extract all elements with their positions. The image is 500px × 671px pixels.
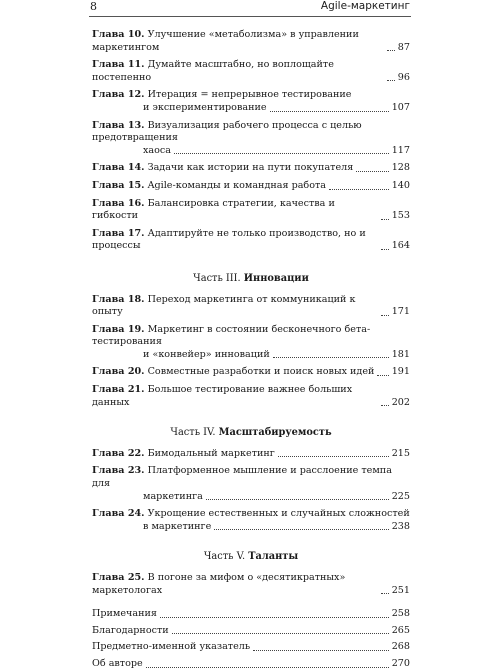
toc-entry[interactable] [92, 120, 410, 158]
chapter-title-cont: маркетинга [143, 490, 203, 502]
toc-entry[interactable] [92, 198, 410, 223]
toc-entry[interactable] [92, 366, 410, 379]
part-title: Инновации [243, 272, 309, 284]
chapter-label: Глава 20. [92, 366, 145, 378]
chapter-title: Задачи как истории на пути покупателя [147, 162, 354, 174]
chapter-label: Глава 13. [92, 119, 145, 131]
dot-leader [278, 456, 389, 457]
dot-leader [387, 80, 395, 81]
chapter-title: Укрощение естественных и случайных сложностей [147, 508, 410, 520]
page-ref: 238 [391, 520, 410, 532]
toc-entry-notes[interactable] [92, 608, 410, 621]
page-ref: 117 [391, 144, 410, 156]
dot-leader [356, 171, 388, 172]
part-title: Масштабируемость [218, 427, 332, 439]
chapter-label: Глава 21. [92, 384, 145, 396]
toc-entry[interactable] [92, 508, 410, 533]
chapter-label: Глава 24. [92, 508, 145, 520]
dot-leader [146, 667, 389, 668]
chapter-title: Думайте масштабно, но воплощайте постепенно [92, 59, 334, 83]
page-ref: 171 [391, 306, 410, 318]
page-ref: 202 [391, 396, 410, 408]
dot-leader [253, 650, 389, 651]
dot-leader [381, 315, 389, 316]
part-heading [92, 551, 410, 564]
chapter-title: В погоне за мифом о «десятикратных» маркетологах [92, 572, 346, 596]
dot-leader [387, 50, 395, 51]
chapter-title: Совместные разработки и поиск новых идей [147, 366, 375, 378]
page-ref: 140 [391, 179, 410, 191]
page-ref: 153 [391, 210, 410, 222]
toc-entry[interactable] [92, 294, 410, 319]
dot-leader [381, 249, 389, 250]
dot-leader [381, 405, 389, 406]
running-header [0, 0, 500, 16]
chapter-label: Глава 15. [92, 179, 145, 191]
chapter-label: Глава 17. [92, 227, 145, 239]
page-ref: 191 [391, 366, 410, 378]
page-ref: 96 [397, 71, 410, 83]
backmatter-title: Об авторе [92, 657, 143, 669]
chapter-label: Глава 23. [92, 465, 145, 477]
page-ref: 225 [391, 490, 410, 502]
chapter-title: Бимодальный маркетинг [147, 447, 275, 459]
chapter-label: Глава 16. [92, 197, 145, 209]
part-heading [92, 273, 410, 286]
chapter-label: Глава 18. [92, 293, 145, 305]
page-number: 8 [90, 0, 97, 13]
chapter-title: Большое тестирование важнее больших данных [92, 384, 353, 408]
toc-entry[interactable] [92, 448, 410, 461]
chapter-title: Маркетинг в состоянии бесконечного бета-тестирования [92, 323, 371, 348]
chapter-title: Адаптируйте не только производство, но и процессы [92, 227, 366, 252]
toc-entry[interactable] [92, 59, 410, 84]
toc-entry[interactable] [92, 228, 410, 253]
chapter-label: Глава 12. [92, 89, 145, 101]
dot-leader [377, 375, 388, 376]
toc-entry[interactable] [92, 572, 410, 597]
dot-leader [172, 633, 389, 634]
chapter-title: Визуализация рабочего процесса с целью предотвращения [92, 119, 362, 144]
chapter-label: Глава 11. [92, 59, 145, 71]
toc-entry[interactable] [92, 180, 410, 193]
part-label: Часть V. [203, 551, 246, 563]
toc-entry[interactable] [92, 89, 410, 114]
dot-leader [329, 189, 389, 190]
page-ref: 251 [391, 584, 410, 596]
page-ref: 87 [397, 41, 410, 53]
table-of-contents [92, 29, 410, 671]
page-ref: 164 [391, 240, 410, 252]
page-ref: 128 [391, 162, 410, 174]
chapter-label: Глава 14. [92, 162, 145, 174]
page-ref: 107 [391, 101, 410, 113]
toc-entry[interactable] [92, 162, 410, 175]
backmatter-title: Благодарности [92, 624, 169, 636]
toc-entry[interactable] [92, 465, 410, 503]
dot-leader [214, 529, 388, 530]
chapter-label: Глава 10. [92, 29, 145, 40]
part-label: Часть IV. [170, 427, 216, 439]
dot-leader [273, 357, 389, 358]
chapter-label: Глава 19. [92, 323, 145, 335]
backmatter-title: Предметно-именной указатель [92, 641, 251, 653]
part-label: Часть III. [193, 272, 241, 284]
dot-leader [174, 153, 389, 154]
page-ref: 215 [391, 447, 410, 459]
page-ref: 258 [391, 608, 410, 620]
chapter-label: Глава 25. [92, 572, 145, 583]
dot-leader [270, 111, 389, 112]
page-ref: 268 [391, 641, 410, 653]
chapter-title: Улучшение «метаболизма» в управлении маркетингом [92, 29, 359, 53]
chapter-title-cont: в маркетинге [143, 520, 212, 532]
dot-leader [381, 593, 389, 594]
chapter-title-cont: и экспериментирование [143, 101, 267, 113]
part-title: Таланты [248, 551, 299, 563]
page-ref: 265 [391, 624, 410, 636]
chapter-title-cont: и «конвейер» инноваций [143, 348, 270, 360]
toc-entry[interactable] [92, 29, 410, 54]
backmatter-title: Примечания [92, 608, 157, 620]
page-ref: 270 [391, 657, 410, 669]
toc-entry-acknowledgements[interactable] [92, 625, 410, 638]
dot-leader [381, 219, 389, 220]
toc-entry[interactable] [92, 384, 410, 409]
toc-entry[interactable] [92, 324, 410, 362]
part-heading [92, 427, 410, 440]
toc-entry-about-author[interactable] [92, 658, 410, 671]
chapter-title: Agile-команды и командная работа [147, 179, 327, 191]
chapter-title-cont: хаоса [143, 144, 171, 156]
page-ref: 181 [391, 348, 410, 360]
toc-entry-index[interactable] [92, 641, 410, 654]
header-rule [89, 16, 411, 17]
chapter-title: Платформенное мышление и расслоение темпа для [92, 465, 392, 490]
running-title: Agile-маркетинг [320, 0, 410, 12]
chapter-title: Балансировка стратегии, качества и гибкости [92, 197, 335, 222]
dot-leader [160, 617, 389, 618]
chapter-title: Итерация = непрерывное тестирование [147, 89, 352, 101]
chapter-label: Глава 22. [92, 447, 145, 459]
chapter-title: Переход маркетинга от коммуникаций к опыту [92, 293, 356, 318]
